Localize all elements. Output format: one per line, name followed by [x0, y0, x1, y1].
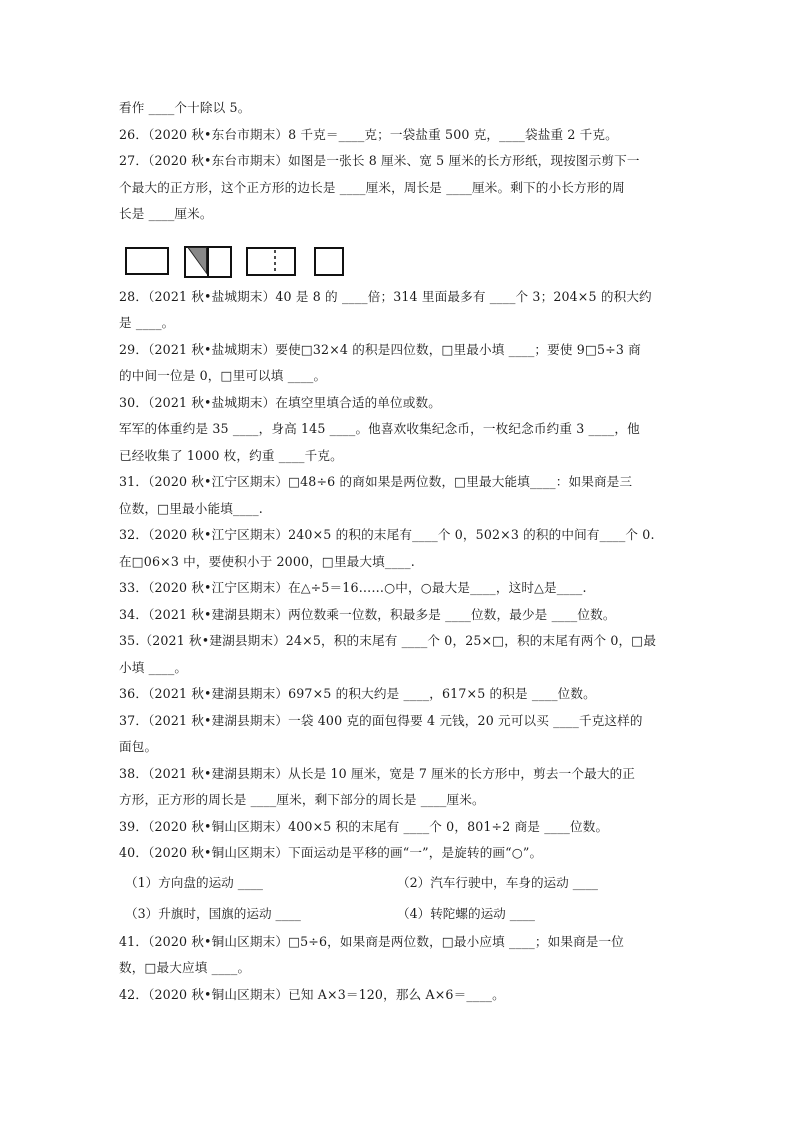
text-line: 是 ____。 — [119, 315, 175, 330]
text-line: 已经收集了 1000 枚，约重 ____千克。 — [119, 447, 343, 463]
question-27: 27．（2020 秋•东台市期末）如图是一张长 8 厘米、宽 5 厘米的长方形纸，现按图示剪下一 — [119, 153, 640, 168]
option-2: （2）汽车行驶中，车身的运动 ____ — [397, 874, 598, 890]
question-38: 38．（2021 秋•建湖县期末）从长是 10 厘米，宽是 7 厘米的长方形中，剪去一个最大的正 — [119, 765, 636, 781]
text-line: 长是 ____厘米。 — [119, 206, 213, 221]
question-28: 28．（2021 秋•盐城期末）40 是 8 的 ____倍；314 里面最多有 ____个 3；204×5 的积大约 — [119, 288, 652, 304]
text-line: 看作 ____个十除以 5。 — [119, 100, 251, 115]
text-line: 在□06×3 中，要使积小于 2000，□里最大填____. — [119, 553, 415, 569]
text-line: 位数，□里最小能填____. — [119, 500, 263, 516]
question-41: 41．（2020 秋•铜山区期末）□5÷6，如果商是两位数，□最小应填 ____；如果商是一位 — [119, 933, 625, 949]
option-row — [119, 898, 679, 929]
question-40: 40．（2020 秋•铜山区期末）下面运动是平移的画“一”，是旋转的画“○”。 — [119, 845, 543, 860]
question-37: 37．（2021 秋•建湖县期末）一袋 400 克的面包得要 4 元钱，20 元可以买 ____千克这样的 — [119, 712, 643, 728]
question-42: 42．（2020 秋•铜山区期末）已知 A×3＝120，那么 A×6＝____。 — [119, 986, 505, 1002]
question-30: 30．（2021 秋•盐城期末）在填空里填合适的单位或数。 — [119, 394, 442, 410]
text-line: 方形，正方形的周长是 ____厘米，剩下部分的周长是 ____厘米。 — [119, 792, 485, 807]
question-29: 29．（2021 秋•盐城期末）要使□32×4 的积是四位数，□里最小填 ____；要使 9□5÷3 商 — [119, 341, 641, 357]
question-32: 32．（2020 秋•江宁区期末）240×5 的积的末尾有____个 0，502×3 的积的中间有____个 0. — [119, 527, 655, 542]
worksheet — [119, 95, 679, 1008]
text-line: 的中间一位是 0，□里可以填 ____。 — [119, 368, 327, 383]
option-4: （4）转陀螺的运动 ____ — [397, 905, 535, 921]
question-31: 31．（2020 秋•江宁区期末）□48÷6 的商如果是两位数，□里最大能填____：如果商是三 — [119, 474, 633, 489]
option-row — [119, 867, 679, 898]
text-line: 军军的体重约是 35 ____，身高 145 ____。他喜欢收集纪念币，一枚纪念币约重 3 ____，他 — [119, 421, 640, 436]
question-34: 34．（2021 秋•建湖县期末）两位数乘一位数，积最多是 ____位数，最少是 ____位数。 — [119, 606, 616, 622]
question-39: 39．（2020 秋•铜山区期末）400×5 积的末尾有 ____个 0，801÷2 商是 ____位数。 — [119, 818, 609, 834]
text-line: 数，□最大应填 ____。 — [119, 960, 251, 975]
question-26: 26．（2020 秋•东台市期末）8 千克＝____克；一袋盐重 500 克，____袋盐重 2 千克。 — [119, 126, 618, 142]
square-figure — [315, 248, 343, 275]
paper-cutting-figure — [119, 228, 679, 284]
option-3: （3）升旗时，国旗的运动 ____ — [125, 905, 301, 921]
folded-corner-figure — [185, 247, 231, 277]
question-35: 35.（2021 秋•建湖县期末）24×5，积的末尾有 ____个 0，25×□，积的末尾有两个 0，□最 — [119, 633, 657, 648]
text-line: 小填 ____。 — [119, 659, 188, 675]
rectangle-paper-figure — [126, 248, 168, 274]
question-36: 36．（2021 秋•建湖县期末）697×5 的积大约是 ____，617×5 的积是 ____位数。 — [119, 686, 596, 701]
option-1: （1）方向盘的运动 ____ — [125, 874, 263, 890]
dashed-cut-line-figure — [247, 248, 295, 275]
text-line: 面包。 — [119, 739, 158, 754]
question-33: 33．（2020 秋•江宁区期末）在△÷5＝16……○中，○最大是____，这时△是____. — [119, 580, 587, 595]
text-line: 个最大的正方形，这个正方形的边长是 ____厘米，周长是 ____厘米。剩下的小长方形的周 — [119, 179, 625, 195]
